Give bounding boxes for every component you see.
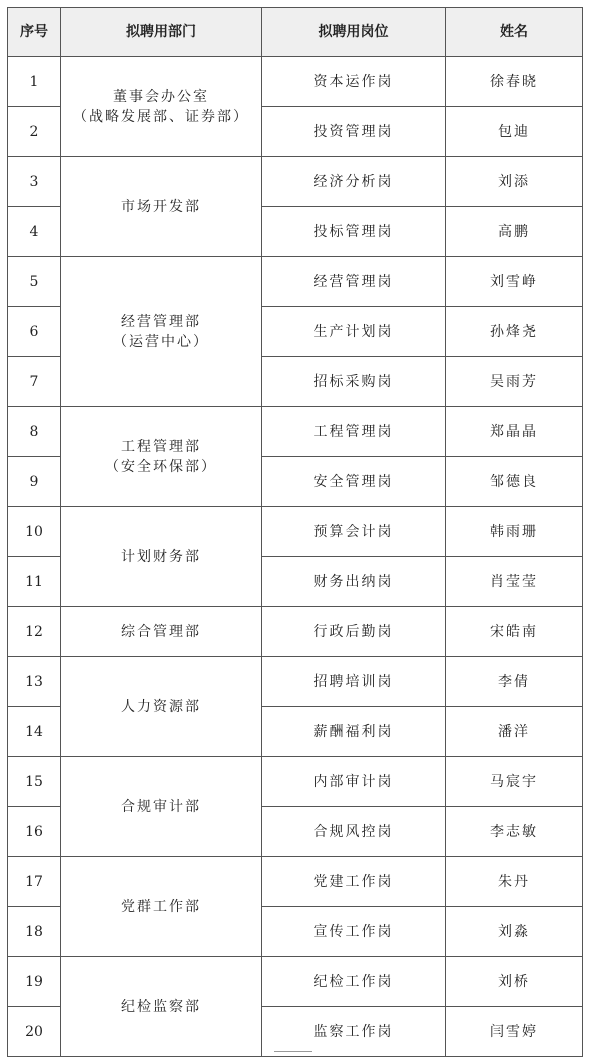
row-number: 14 [8,707,61,757]
bottom-divider [274,1051,312,1052]
row-number: 20 [8,1007,61,1057]
row-number: 19 [8,957,61,1007]
row-number: 1 [8,57,61,107]
person-name: 闫雪婷 [446,1007,583,1057]
row-number: 9 [8,457,61,507]
table-row [8,157,583,207]
post-cell: 预算会计岗 [262,507,446,557]
header-no: 序号 [8,8,61,57]
person-name: 郑晶晶 [446,407,583,457]
table-row [8,57,583,107]
person-name: 刘淼 [446,907,583,957]
dept-name: 合规审计部 [121,798,201,815]
post-cell: 合规风控岗 [262,807,446,857]
post-cell: 薪酬福利岗 [262,707,446,757]
post-cell: 财务出纳岗 [262,557,446,607]
post-cell: 监察工作岗 [262,1007,446,1057]
person-name: 徐春晓 [446,57,583,107]
header-post: 拟聘用岗位 [262,8,446,57]
person-name: 潘洋 [446,707,583,757]
dept-cell [61,657,262,757]
dept-cell [61,607,262,657]
person-name: 刘添 [446,157,583,207]
row-number: 13 [8,657,61,707]
person-name: 刘雪峥 [446,257,583,307]
dept-name: 董事会办公室 [113,88,209,105]
post-cell: 内部审计岗 [262,757,446,807]
dept-name: 党群工作部 [121,898,201,915]
row-number: 6 [8,307,61,357]
hiring-roster-table [7,7,583,1057]
person-name: 刘桥 [446,957,583,1007]
row-number: 11 [8,557,61,607]
post-cell: 招标采购岗 [262,357,446,407]
table-row [8,407,583,457]
post-cell: 行政后勤岗 [262,607,446,657]
dept-cell [61,407,262,507]
dept-subname: （安全环保部） [105,458,217,475]
table-row [8,757,583,807]
person-name: 高鹏 [446,207,583,257]
row-number: 8 [8,407,61,457]
post-cell: 招聘培训岗 [262,657,446,707]
table-row [8,607,583,657]
row-number: 12 [8,607,61,657]
person-name: 肖莹莹 [446,557,583,607]
post-cell: 资本运作岗 [262,57,446,107]
dept-name: 经营管理部 [121,313,201,330]
row-number: 16 [8,807,61,857]
dept-cell [61,957,262,1057]
post-cell: 投资管理岗 [262,107,446,157]
dept-cell [61,857,262,957]
dept-cell [61,507,262,607]
row-number: 7 [8,357,61,407]
dept-cell [61,57,262,157]
post-cell: 经济分析岗 [262,157,446,207]
row-number: 4 [8,207,61,257]
dept-cell [61,157,262,257]
person-name: 朱丹 [446,857,583,907]
post-cell: 经营管理岗 [262,257,446,307]
header-name: 姓名 [446,8,583,57]
dept-name: 工程管理部 [121,438,201,455]
dept-cell [61,757,262,857]
post-cell: 工程管理岗 [262,407,446,457]
dept-subname: （战略发展部、证券部） [73,108,249,125]
row-number: 3 [8,157,61,207]
row-number: 5 [8,257,61,307]
post-cell: 纪检工作岗 [262,957,446,1007]
person-name: 韩雨珊 [446,507,583,557]
person-name: 宋皓南 [446,607,583,657]
person-name: 李志敏 [446,807,583,857]
person-name: 包迪 [446,107,583,157]
dept-cell [61,257,262,407]
person-name: 吴雨芳 [446,357,583,407]
table-row [8,657,583,707]
post-cell: 宣传工作岗 [262,907,446,957]
dept-name: 计划财务部 [121,548,201,565]
person-name: 邹德良 [446,457,583,507]
header-dept: 拟聘用部门 [61,8,262,57]
post-cell: 生产计划岗 [262,307,446,357]
dept-name: 人力资源部 [121,698,201,715]
row-number: 18 [8,907,61,957]
post-cell: 党建工作岗 [262,857,446,907]
table-row [8,257,583,307]
dept-subname: （运营中心） [113,333,209,350]
person-name: 李倩 [446,657,583,707]
person-name: 马宸宇 [446,757,583,807]
row-number: 10 [8,507,61,557]
dept-name: 纪检监察部 [121,998,201,1015]
person-name: 孙烽尧 [446,307,583,357]
row-number: 2 [8,107,61,157]
table-row [8,857,583,907]
dept-name: 市场开发部 [121,198,201,215]
dept-name: 综合管理部 [121,623,201,640]
table-row [8,957,583,1007]
header-row [8,8,583,57]
post-cell: 投标管理岗 [262,207,446,257]
table-row [8,507,583,557]
row-number: 15 [8,757,61,807]
row-number: 17 [8,857,61,907]
post-cell: 安全管理岗 [262,457,446,507]
